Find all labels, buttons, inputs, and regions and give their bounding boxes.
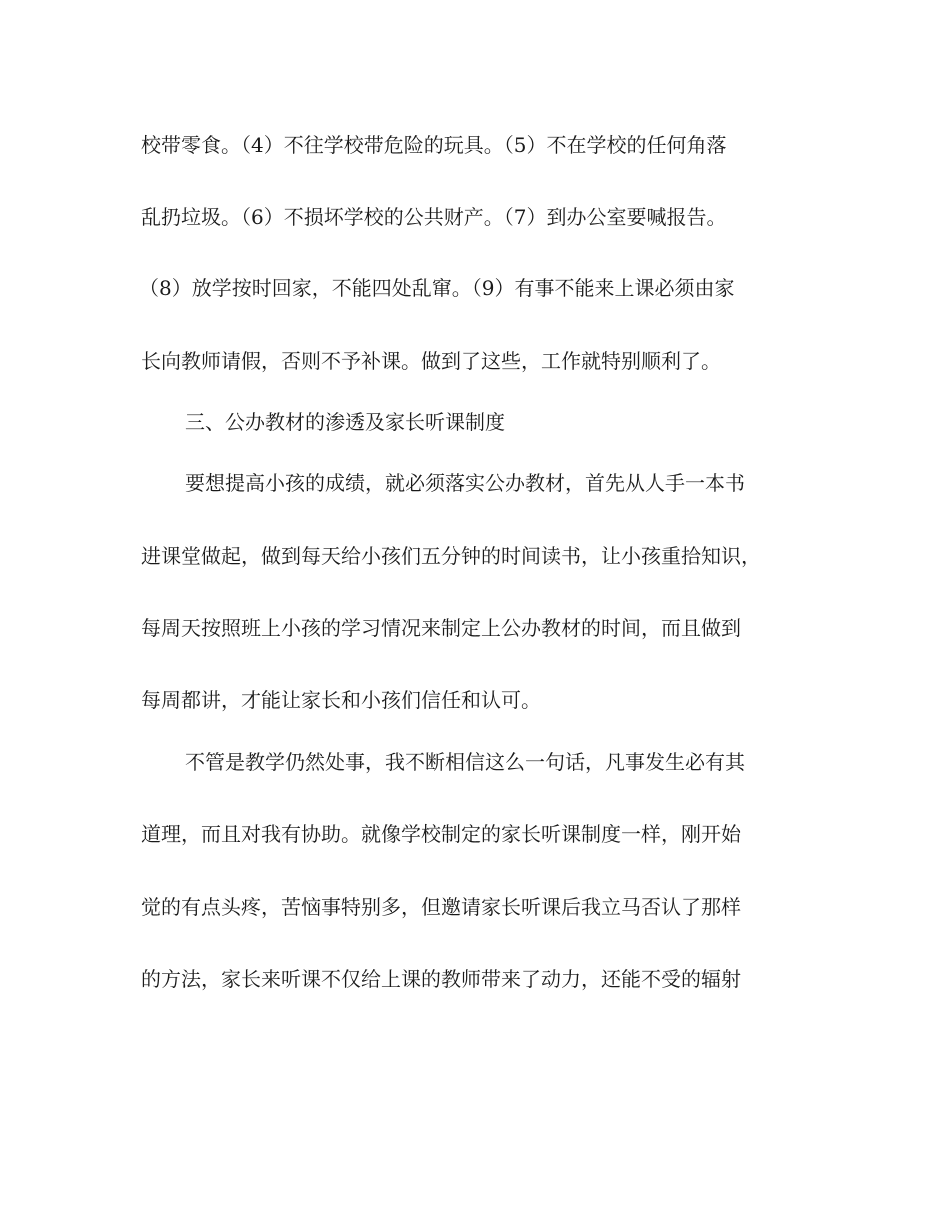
paragraph-line: 的方法，家长来听课不仅给上课的教师带来了动力，还能不受的辐射	[141, 967, 741, 991]
paragraph-line: 道理，而且对我有协助。就像学校制定的家长听课制度一样，刚开始	[141, 822, 741, 846]
paragraph-line: 进课堂做起，做到每天给小孩们五分钟的时间读书，让小孩重拾知识，	[141, 544, 761, 568]
paragraph-line: 觉的有点头疼，苦恼事特别多，但邀请家长听课后我立马否认了那样	[141, 895, 741, 919]
paragraph-line: 每周天按照班上小孩的学习情况来制定上公办教材的时间，而且做到	[141, 616, 741, 640]
paragraph-line: 长向教师请假，否则不予补课。做到了这些，工作就特别顺利了。	[141, 349, 721, 373]
section-heading: 三、公办教材的渗透及家长听课制度	[185, 410, 505, 434]
paragraph-line: （8）放学按时回家，不能四处乱窜。（9）有事不能来上课必须由家	[139, 276, 735, 300]
paragraph-line: 校带零食。（4）不往学校带危险的玩具。（5）不在学校的任何角落	[141, 133, 727, 157]
paragraph-line: 不管是教学仍然处事，我不断相信这么一句话，凡事发生必有其	[185, 750, 745, 774]
paragraph-line: 每周都讲，才能让家长和小孩们信任和认可。	[141, 688, 541, 712]
paragraph-line: 乱扔垃圾。（6）不损坏学校的公共财产。（7）到办公室要喊报告。	[141, 205, 727, 229]
paragraph-line: 要想提高小孩的成绩，就必须落实公办教材，首先从人手一本书	[185, 471, 745, 495]
